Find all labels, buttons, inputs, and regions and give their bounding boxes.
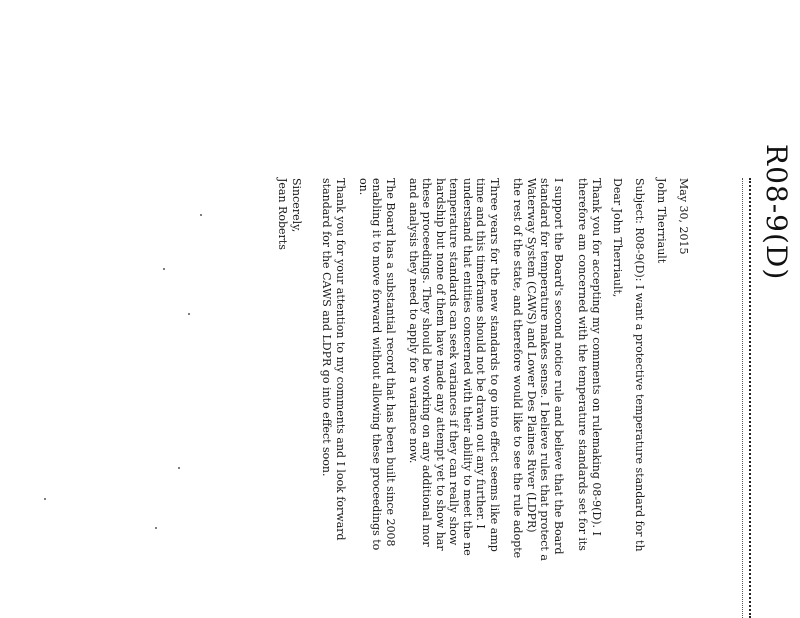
paragraph-line: enabling it to move forward without allowing these proceedings to (370, 178, 384, 551)
paragraph-line: on. (357, 178, 370, 196)
paragraph-line: understand that entities concerned with their ability to meet the ne (461, 178, 474, 556)
paragraph-line: The Board has a substantial record that has been built since 2008 (384, 178, 397, 547)
scan-speck (188, 313, 190, 315)
paragraph-1 (576, 178, 603, 618)
paragraph-3 (407, 178, 502, 618)
paragraph-line: standard for the CAWS and LDPR go into effect soon. (320, 178, 334, 477)
scan-speck (155, 527, 157, 529)
scan-speck (163, 268, 165, 270)
paragraph-line: hardship but none of them have made any attempt yet to show har (434, 178, 447, 551)
scan-speck (178, 467, 180, 469)
letter-date: May 30, 2015 (677, 178, 690, 255)
paragraph-line: and analysis they need to apply for a variance now. (407, 178, 420, 464)
rotated-letter (263, 28, 793, 618)
paragraph-5 (320, 178, 347, 618)
paragraph-line: I support the Board's second notice rule and believe that the Board (552, 178, 565, 555)
letter-recipient: John Therriault (655, 178, 668, 264)
heading-rule (749, 178, 751, 618)
letter-subject: Subject: R08-9(D): I want a protective temperature standard for th (633, 178, 646, 552)
letter-signature: Jean Roberts (276, 178, 289, 250)
paragraph-line: these proceedings. They should be working on any additional mor (420, 178, 434, 547)
paragraph-line: standard for temperature makes sense. I believe rules that protect a (538, 178, 552, 561)
paragraph-line: Thank you for your attention to my comments and I look forward (334, 178, 347, 541)
letter-salutation: Dear John Therriault, (611, 178, 624, 298)
paragraph-line: therefore am concerned with the temperature standards set for its (576, 178, 590, 551)
paragraph-line: the rest of the state, and therefore would like to see the rule adopte (511, 178, 525, 559)
paragraph-line: Waterway System (CAWS) and Lower Des Plaines River (LDPR) (525, 178, 538, 533)
scan-speck (44, 498, 46, 500)
heading-rule-secondary (742, 178, 743, 618)
paragraph-line: temperature standards can seek variances if they can really show (447, 178, 461, 546)
paragraph-2 (511, 178, 565, 618)
paragraph-line: Three years for the new standards to go into effect seems like amp (488, 178, 501, 552)
letter-closing: Sincerely, (290, 178, 303, 233)
paragraph-line: Thank you for accepting my comments on rulemaking 08-9(D). I (590, 178, 603, 536)
docket-heading: R08-9(D) (760, 144, 793, 281)
paragraph-4 (357, 178, 398, 618)
paragraph-line: time and this timeframe should not be drawn out any further. I (474, 178, 488, 529)
scan-speck (200, 214, 202, 216)
